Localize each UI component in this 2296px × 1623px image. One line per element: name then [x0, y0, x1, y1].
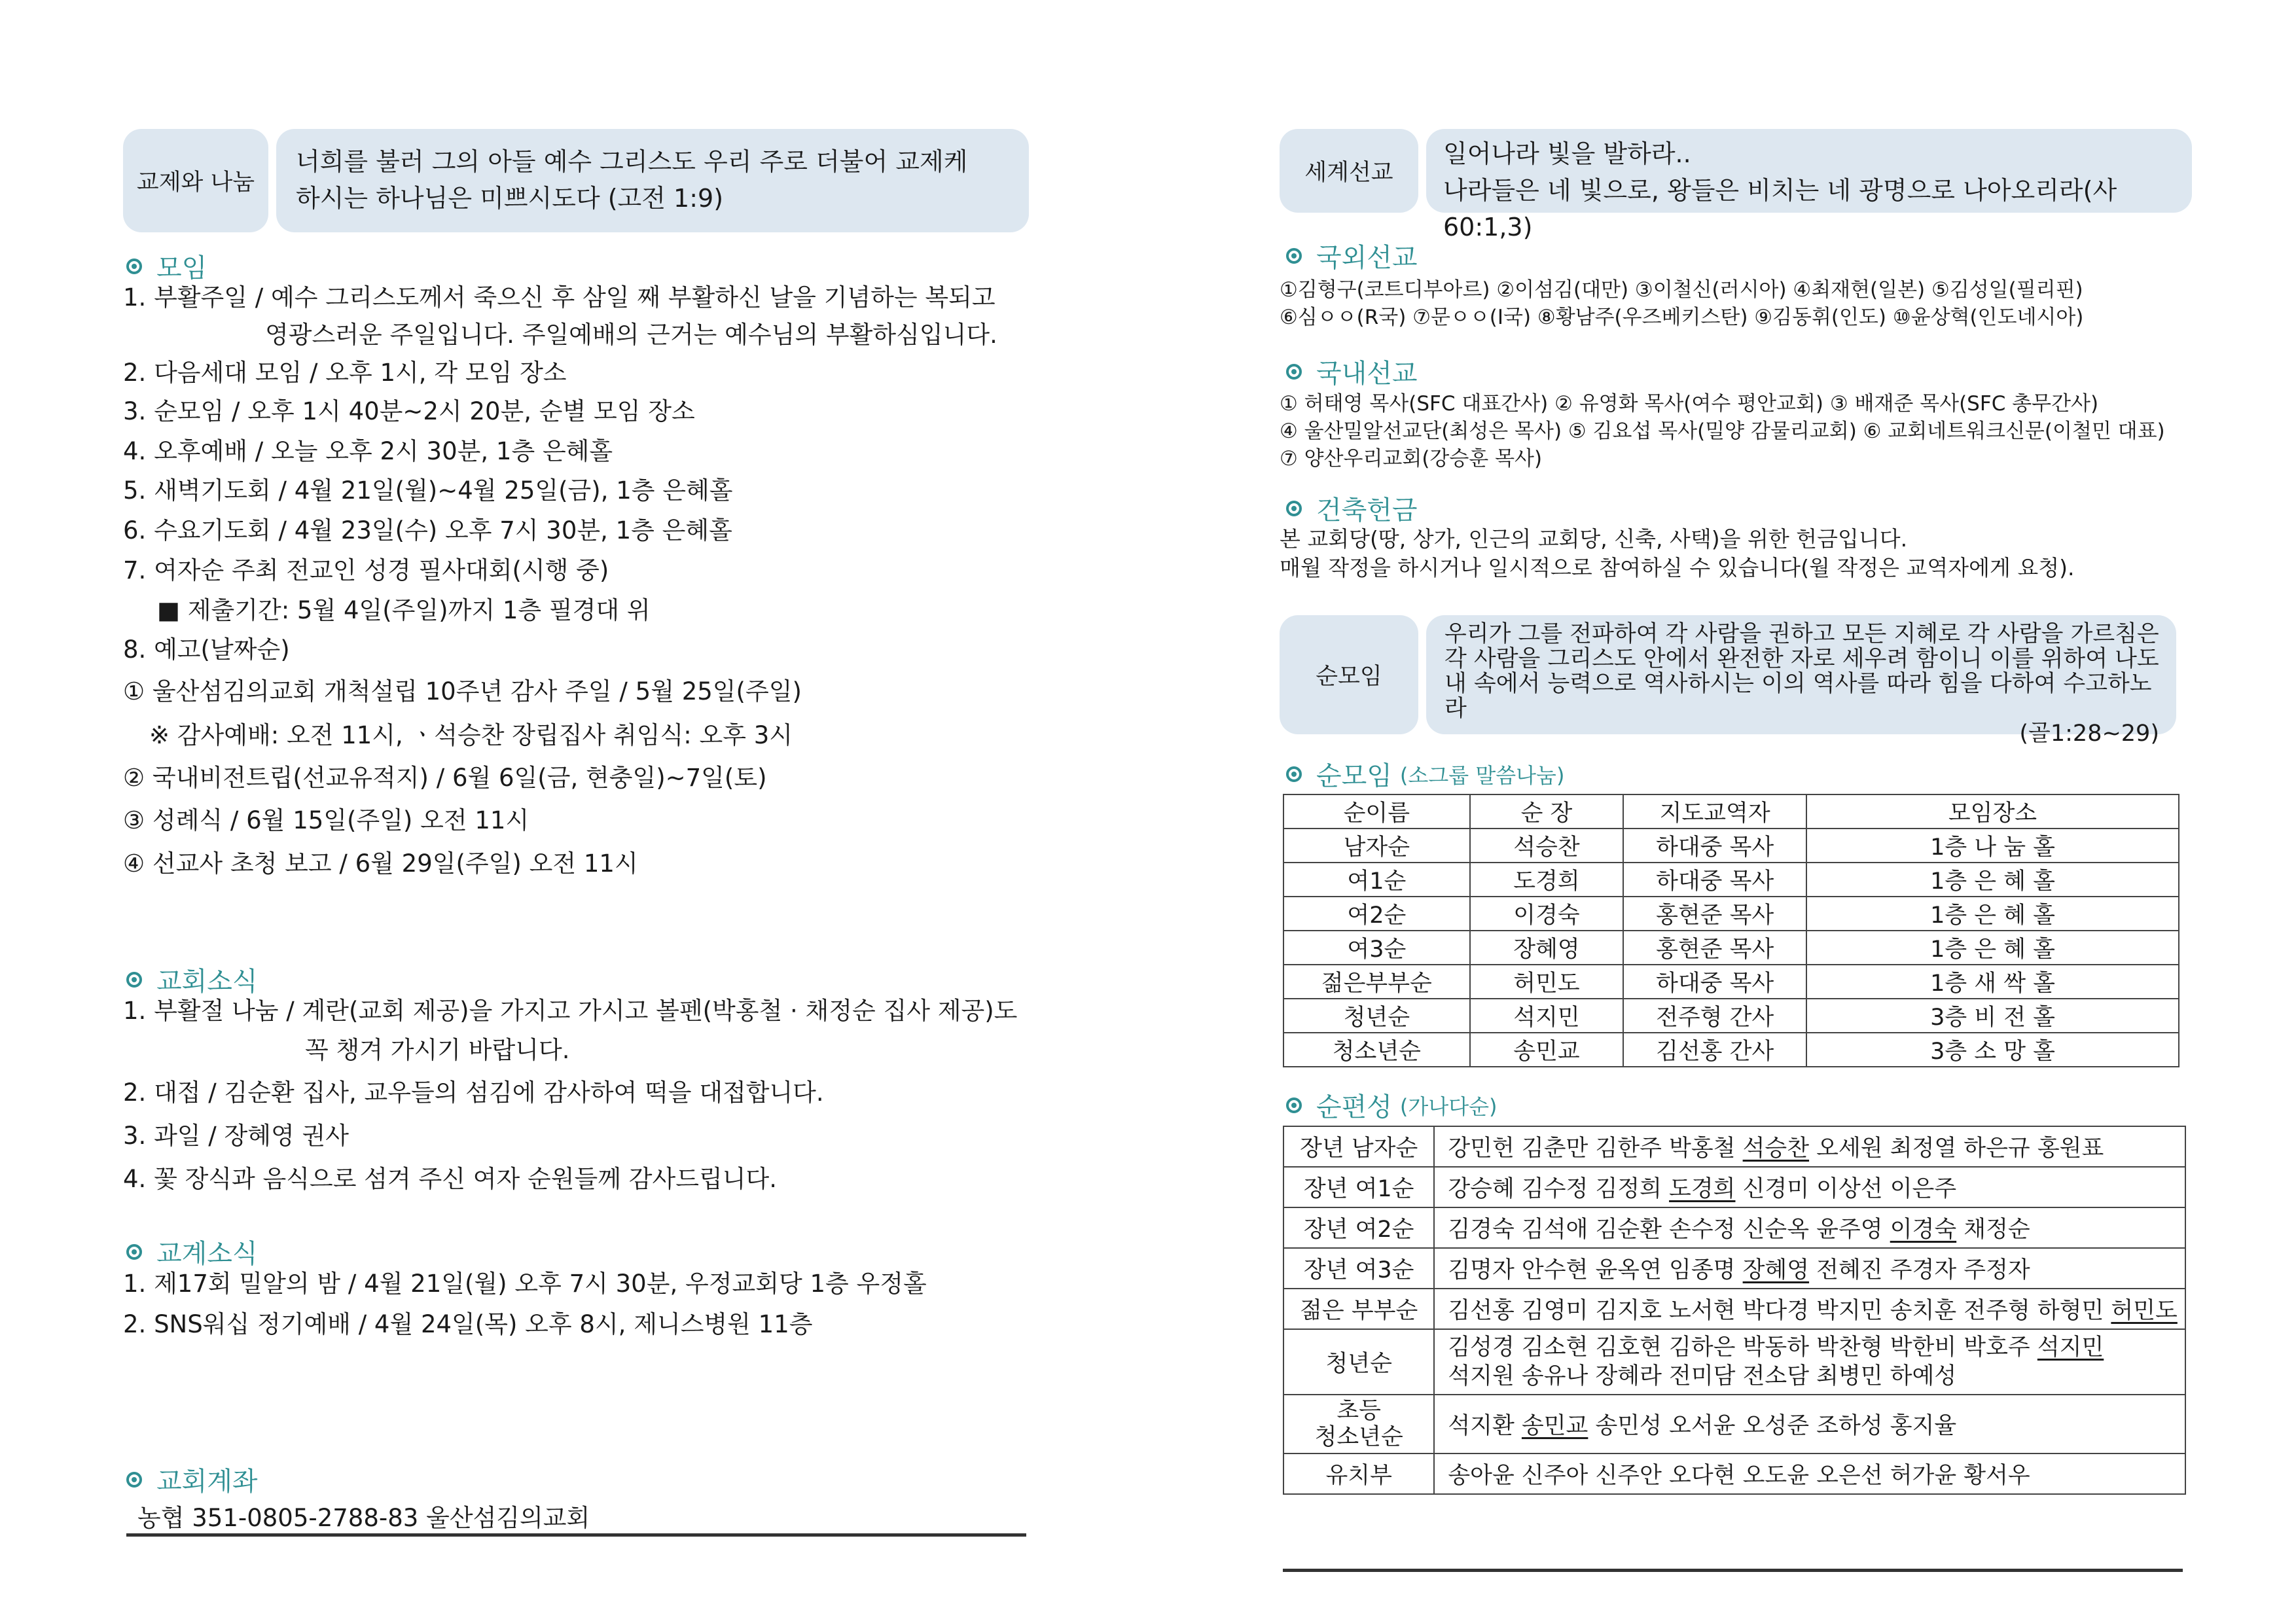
small-group-tag: 순모임 — [1280, 615, 1418, 734]
news-line: 꼭 챙겨 가시기 바랍니다. — [305, 1036, 570, 1064]
denom-line: 1. 제17회 밀알의 밤 / 4월 21일(월) 오후 7시 30분, 우정교회당 1층 우정홀 — [123, 1270, 927, 1298]
verse-line: 일어나라 빛을 발하라.. — [1443, 139, 1691, 168]
section-small-groups-heading: 순모임 (소그룹 말씀나눔) — [1286, 755, 1564, 793]
section-organization-heading: 순편성 (가나다순) — [1286, 1086, 1498, 1124]
small-groups-table — [1283, 794, 2179, 1067]
table-cell: 장혜영 — [1470, 931, 1624, 965]
small-group-banner — [1280, 615, 2176, 747]
building-line: 매월 작정을 하시거나 일시적으로 참여하실 수 있습니다(월 작정은 교역자에게 요청). — [1280, 555, 2075, 580]
table-cell: 1층 새 싹 홀 — [1806, 965, 2179, 999]
table-cell: 도경희 — [1470, 863, 1624, 897]
table-row — [1283, 1033, 2179, 1067]
table-cell: 홍현준 목사 — [1623, 897, 1806, 931]
meeting-line: 6. 수요기도회 / 4월 23일(수) 오후 7시 30분, 1층 은혜홀 — [123, 516, 732, 544]
table-cell: 1층 나 눔 홀 — [1806, 829, 2179, 863]
member-names: 강승혜 김수정 김정희 도경희 신경미 이상선 이은주 — [1434, 1167, 2185, 1207]
meeting-line: 1. 부활주일 / 예수 그리스도께서 죽으신 후 삼일 째 부활하신 날을 기념하는 복되고 — [123, 283, 996, 312]
table-header: 순 장 — [1470, 794, 1624, 829]
meeting-line: 영광스러운 주일입니다. 주일예배의 근거는 예수님의 부활하심입니다. — [265, 321, 997, 349]
table-cell: 청년순 — [1283, 999, 1470, 1033]
mission-banner — [1280, 129, 2192, 241]
bullet-icon — [1286, 766, 1302, 782]
verse-line: 나라들은 네 빛으로, 왕들은 비치는 네 광명으로 나아오리라(사60:1,3) — [1443, 176, 2117, 241]
table-cell: 3층 비 전 홀 — [1806, 999, 2179, 1033]
section-news-heading: 교회소식 — [126, 961, 258, 998]
member-names: 송아윤 신주아 신주안 오다현 오도윤 오은선 허가윤 황서우 — [1434, 1454, 2185, 1494]
denom-line: 2. SNS워십 정기예배 / 4월 24일(목) 오후 8시, 제니스병원 11층 — [123, 1310, 813, 1338]
meeting-line: 2. 다음세대 모임 / 오후 1시, 각 모임 장소 — [123, 359, 567, 387]
group-name: 장년 여2순 — [1283, 1207, 1434, 1248]
bullet-icon — [126, 972, 142, 988]
section-overseas-heading: 국외선교 — [1286, 237, 1418, 274]
meeting-line: ④ 선교사 초청 보고 / 6월 29일(주일) 오전 11시 — [123, 849, 638, 878]
verse-line: 내 속에서 능력으로 역사하시는 이의 역사를 따라 힘을 다하여 수고하노라 — [1444, 671, 2152, 722]
table-cell: 석승찬 — [1470, 829, 1624, 863]
table-row — [1283, 1329, 2185, 1395]
group-name: 장년 여3순 — [1283, 1248, 1434, 1289]
member-names: 강민헌 김춘만 김한주 박홍철 석승찬 오세원 최정열 하은규 홍원표 — [1434, 1126, 2185, 1167]
verse-line: 하시는 하나님은 미쁘시도다 (고전 1:9) — [296, 184, 724, 213]
table-cell: 1층 은 혜 홀 — [1806, 863, 2179, 897]
table-row — [1283, 1395, 2185, 1454]
table-cell: 남자순 — [1283, 829, 1470, 863]
table-row — [1283, 829, 2179, 863]
account-number: 농협 351-0805-2788-83 울산섬김의교회 — [137, 1504, 590, 1532]
table-cell: 허민도 — [1470, 965, 1624, 999]
table-header-row — [1283, 794, 2179, 829]
table-row — [1283, 1167, 2185, 1207]
table-cell: 여2순 — [1283, 897, 1470, 931]
bullet-icon — [1286, 364, 1302, 380]
group-name: 초등 청소년순 — [1283, 1395, 1434, 1454]
table-row — [1283, 1207, 2185, 1248]
meeting-line: ② 국내비전트립(선교유적지) / 6월 6일(금, 현충일)~7일(토) — [123, 764, 767, 792]
member-names: 김성경 김소현 김호현 김하은 박동하 박찬형 박한비 박호주 석지민 석지원 송유나 장혜라 전미담 전소담 최병민 하예성 — [1434, 1329, 2185, 1395]
domestic-line: ④ 울산밀알선교단(최성은 목사) ⑤ 김요섭 목사(밀양 감물리교회) ⑥ 교회네트워크신문(이철민 대표) — [1280, 419, 2165, 443]
group-name: 장년 여1순 — [1283, 1167, 1434, 1207]
table-row — [1283, 1289, 2185, 1329]
bullet-icon — [1286, 501, 1302, 516]
table-cell: 1층 은 혜 홀 — [1806, 897, 2179, 931]
fellowship-verse — [276, 129, 1029, 232]
table-row — [1283, 965, 2179, 999]
news-line: 1. 부활절 나눔 / 계란(교회 제공)을 가지고 가시고 볼펜(박홍철 · 채정순 집사 제공)도 — [123, 997, 1018, 1025]
group-name: 유치부 — [1283, 1454, 1434, 1494]
mission-verse — [1426, 129, 2192, 241]
table-cell: 김선홍 간사 — [1623, 1033, 1806, 1067]
organization-table — [1283, 1126, 2186, 1495]
table-header: 지도교역자 — [1623, 794, 1806, 829]
news-line: 4. 꽃 장식과 음식으로 섬겨 주신 여자 순원들께 감사드립니다. — [123, 1165, 777, 1193]
group-name: 청년순 — [1283, 1329, 1434, 1395]
meeting-line: ※ 감사예배: 오전 11시, ㆍ석승찬 장립집사 취임식: 오후 3시 — [149, 721, 793, 749]
bullet-icon — [126, 1472, 142, 1488]
table-row — [1283, 897, 2179, 931]
domestic-line: ⑦ 양산우리교회(강승훈 목사) — [1280, 447, 1543, 471]
table-cell: 하대중 목사 — [1623, 863, 1806, 897]
member-names: 김경숙 김석애 김순환 손수정 신순옥 윤주영 이경숙 채정순 — [1434, 1207, 2185, 1248]
member-names: 석지환 송민교 송민성 오서윤 오성준 조하성 홍지율 — [1434, 1395, 2185, 1454]
table-header: 모임장소 — [1806, 794, 2179, 829]
small-group-verse — [1426, 615, 2176, 747]
table-row — [1283, 999, 2179, 1033]
fellowship-banner — [123, 129, 1029, 232]
group-name: 장년 남자순 — [1283, 1126, 1434, 1167]
meeting-line: 3. 순모임 / 오후 1시 40분~2시 20분, 순별 모임 장소 — [123, 397, 695, 425]
divider — [126, 1533, 1026, 1537]
table-cell: 석지민 — [1470, 999, 1624, 1033]
bullet-icon — [126, 259, 142, 274]
verse-line: 각 사람을 그리스도 안에서 완전한 자로 세우려 함이니 이를 위하여 나도 — [1444, 646, 2159, 672]
table-row — [1283, 1454, 2185, 1494]
news-line: 2. 대접 / 김순환 집사, 교우들의 섬김에 감사하여 떡을 대접합니다. — [123, 1079, 824, 1107]
table-header: 순이름 — [1283, 794, 1470, 829]
table-cell: 젊은부부순 — [1283, 965, 1470, 999]
bullet-icon — [1286, 1097, 1302, 1113]
news-line: 3. 과일 / 장혜영 권사 — [123, 1122, 350, 1150]
table-cell: 송민교 — [1470, 1033, 1624, 1067]
table-row — [1283, 863, 2179, 897]
table-cell: 이경숙 — [1470, 897, 1624, 931]
table-cell: 하대중 목사 — [1623, 829, 1806, 863]
table-cell: 여1순 — [1283, 863, 1470, 897]
meeting-line: ③ 성례식 / 6월 15일(주일) 오전 11시 — [123, 806, 529, 834]
section-meeting-heading: 모임 — [126, 247, 207, 285]
divider — [1283, 1569, 2183, 1572]
group-name: 젊은 부부순 — [1283, 1289, 1434, 1329]
table-cell: 홍현준 목사 — [1623, 931, 1806, 965]
verse-line: (골1:28~29) — [2019, 721, 2159, 747]
verse-line: 너희를 불러 그의 아들 예수 그리스도 우리 주로 더불어 교제케 — [296, 147, 968, 176]
member-names: 김선홍 김영미 김지호 노서현 박다경 박지민 송치훈 전주형 하형민 허민도 — [1434, 1289, 2185, 1329]
overseas-line: ①김형구(코트디부아르) ②이섬김(대만) ③이철신(러시아) ④최재현(일본) ⑤김성일(필리핀) — [1280, 278, 2083, 302]
section-domestic-heading: 국내선교 — [1286, 353, 1418, 390]
table-cell: 3층 소 망 홀 — [1806, 1033, 2179, 1067]
fellowship-tag: 교제와 나눔 — [123, 129, 268, 232]
table-row — [1283, 931, 2179, 965]
bullet-icon — [126, 1244, 142, 1260]
bullet-icon — [1286, 248, 1302, 264]
meeting-line: ■ 제출기간: 5월 4일(주일)까지 1층 필경대 위 — [157, 596, 651, 624]
table-cell: 청소년순 — [1283, 1033, 1470, 1067]
meeting-line: ① 울산섬김의교회 개척설립 10주년 감사 주일 / 5월 25일(주일) — [123, 677, 802, 705]
section-building-heading: 건축헌금 — [1286, 490, 1418, 527]
table-row — [1283, 1248, 2185, 1289]
meeting-line: 8. 예고(날짜순) — [123, 635, 290, 664]
meeting-line: 7. 여자순 주최 전교인 성경 필사대회(시행 중) — [123, 556, 609, 584]
verse-line: 우리가 그를 전파하여 각 사람을 권하고 모든 지혜로 각 사람을 가르침은 — [1444, 621, 2159, 647]
meeting-line: 5. 새벽기도회 / 4월 21일(월)~4월 25일(금), 1층 은혜홀 — [123, 476, 733, 505]
overseas-line: ⑥심ㅇㅇ(R국) ⑦문ㅇㅇ(I국) ⑧황남주(우즈베키스탄) ⑨김동휘(인도) ⑩윤상혁(인도네시아) — [1280, 306, 2084, 329]
mission-tag: 세계선교 — [1280, 129, 1418, 213]
table-row — [1283, 1126, 2185, 1167]
table-cell: 하대중 목사 — [1623, 965, 1806, 999]
table-cell: 전주형 간사 — [1623, 999, 1806, 1033]
section-account-heading: 교회계좌 — [126, 1461, 258, 1498]
member-names: 김명자 안수현 윤옥연 임종명 장혜영 전혜진 주경자 주정자 — [1434, 1248, 2185, 1289]
domestic-line: ① 허태영 목사(SFC 대표간사) ② 유영화 목사(여수 평안교회) ③ 배재준 목사(SFC 총무간사) — [1280, 392, 2099, 416]
section-denom-heading: 교계소식 — [126, 1233, 258, 1270]
table-cell: 1층 은 혜 홀 — [1806, 931, 2179, 965]
table-cell: 여3순 — [1283, 931, 1470, 965]
meeting-line: 4. 오후예배 / 오늘 오후 2시 30분, 1층 은혜홀 — [123, 437, 613, 465]
building-line: 본 교회당(땅, 상가, 인근의 교회당, 신축, 사택)을 위한 헌금입니다. — [1280, 526, 1908, 552]
